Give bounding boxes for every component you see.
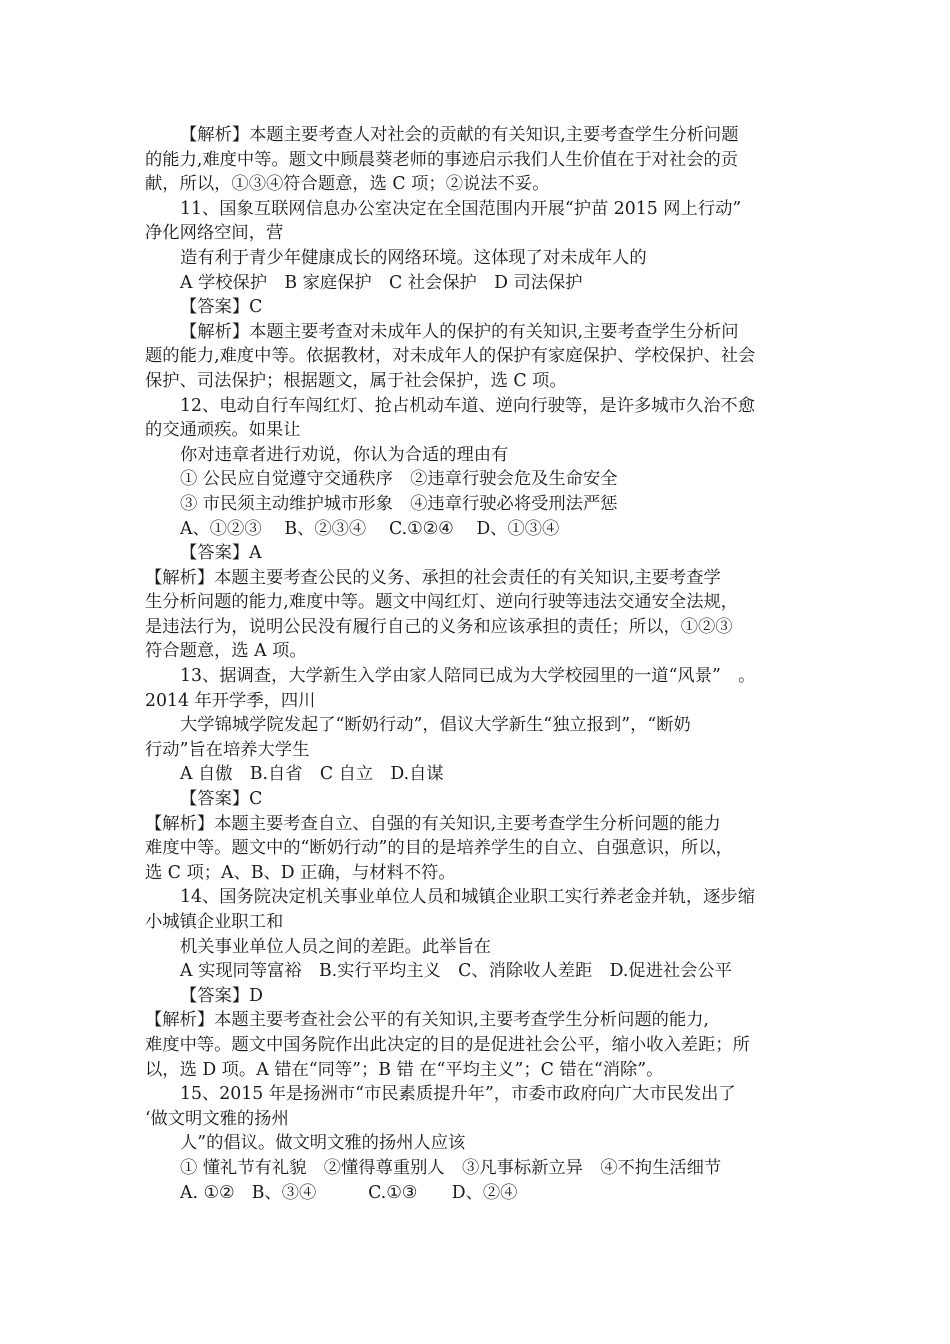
text-line: 献，所以，①③④符合题意，选 C 项；②说法不妥。 [145,174,550,195]
text-line: ③ 市民须主动维护城市形象 ④违章行驶必将受刑法严惩 [180,493,618,514]
text-line: A 学校保护 B 家庭保护 C 社会保护 D 司法保护 [180,272,583,293]
text-line: 是违法行为，说明公民没有履行自己的义务和应该承担的责任；所以，①②③ [145,616,733,637]
text-line: 11、国象互联网信息办公室决定在全国范围内开展“护苗 2015 网上行动” [180,198,742,219]
text-line: 【答案】C [180,789,263,810]
text-line: ‘做文明文雅的扬州 [145,1108,289,1129]
text-line: 选 C 项；A、B、D 正确，与材料不符。 [145,862,456,883]
text-line: A. ①② B、③④ C.①③ D、②④ [180,1182,518,1203]
text-line: 【解析】本题主要考查社会公平的有关知识,主要考查学生分析问题的能力, [145,1010,709,1031]
text-line: 符合题意，选 A 项。 [145,641,307,662]
text-line: A 自傲 B.自省 C 自立 D.自谋 [180,764,444,785]
text-line: 13、据调查，大学新生入学由家人陪同已成为大学校园里的一道“风景” 。 [180,666,756,687]
text-line: 题的能力,难度中等。依据教材，对未成年人的保护有家庭保护、学校保护、社会 [145,346,756,367]
text-line: 难度中等。题文中国务院作出此决定的目的是促进社会公平，缩小收入差距；所 [145,1034,750,1055]
text-line: 大学锦城学院发起了“断奶行动”，倡议大学新生“独立报到”，“断奶 [180,715,691,736]
text-line: 【解析】本题主要考查自立、自强的有关知识,主要考查学生分析问题的能力 [145,813,721,834]
text-line: 净化网络空间，营 [145,223,284,244]
document-text [145,123,813,1205]
text-line: 的能力,难度中等。题文中顾晨葵老师的事迹启示我们人生价值在于对社会的贡 [145,149,739,170]
text-line: 【答案】C [180,297,263,318]
text-line: 15、2015 年是扬洲市“市民素质提升年”，市委市政府向广大市民发出了 [180,1084,736,1105]
text-line: 难度中等。题文中的“断奶行动”的目的是培养学生的自立、自强意识，所以， [145,838,733,859]
text-line: 以，选 D 项。A 错在“同等”；B 错 在“平均主义”；C 错在“消除”。 [145,1059,664,1080]
text-line: 12、电动自行车闯红灯、抢占机动车道、逆向行驶等，是许多城市久治不愈 [180,395,755,416]
text-line: 造有利于青少年健康成长的网络环境。这体现了对未成年人的 [180,247,647,268]
text-line: 【答案】D [180,985,263,1006]
text-line: 【解析】本题主要考查对未成年人的保护的有关知识,主要考查学生分析问 [180,321,739,342]
text-line: 保护、司法保护；根据题文，属于社会保护，选 C 项。 [145,370,567,391]
text-line: ① 懂礼节有礼貌 ②懂得尊重别人 ③凡事标新立异 ④不拘生活细节 [180,1157,722,1178]
text-line: 行动”旨在培养大学生 [145,739,310,760]
text-line: 人”的倡议。做文明文雅的扬州人应该 [180,1133,466,1154]
text-line: A 实现同等富裕 B.实行平均主义 C、消除收人差距 D.促进社会公平 [180,961,732,982]
text-line: 的交通顽疾。如果让 [145,420,301,441]
text-line: 生分析问题的能力,难度中等。题文中闯红灯、逆向行驶等违法交通安全法规， [145,592,739,613]
text-line: 【解析】本题主要考查公民的义务、承担的社会责任的有关知识,主要考查学 [145,567,721,588]
text-line: 【答案】A [180,543,262,564]
text-line: 14、国务院决定机关事业单位人员和城镇企业职工实行养老金并轨，逐步缩 [180,887,755,908]
text-line: 你对违章者进行劝说，你认为合适的理由有 [180,444,509,465]
text-line: 小城镇企业职工和 [145,912,284,932]
text-line: 【解析】本题主要考查人对社会的贡献的有关知识,主要考查学生分析问题 [180,125,739,145]
text-line: A、①②③ B、②③④ C.①②④ D、①③④ [180,518,560,539]
text-line: 机关事业单位人员之间的差距。此举旨在 [180,936,492,957]
text-line: ① 公民应自觉遵守交通秩序 ②违章行驶会危及生命安全 [180,469,618,490]
text-line: 2014 年开学季，四川 [145,690,316,711]
